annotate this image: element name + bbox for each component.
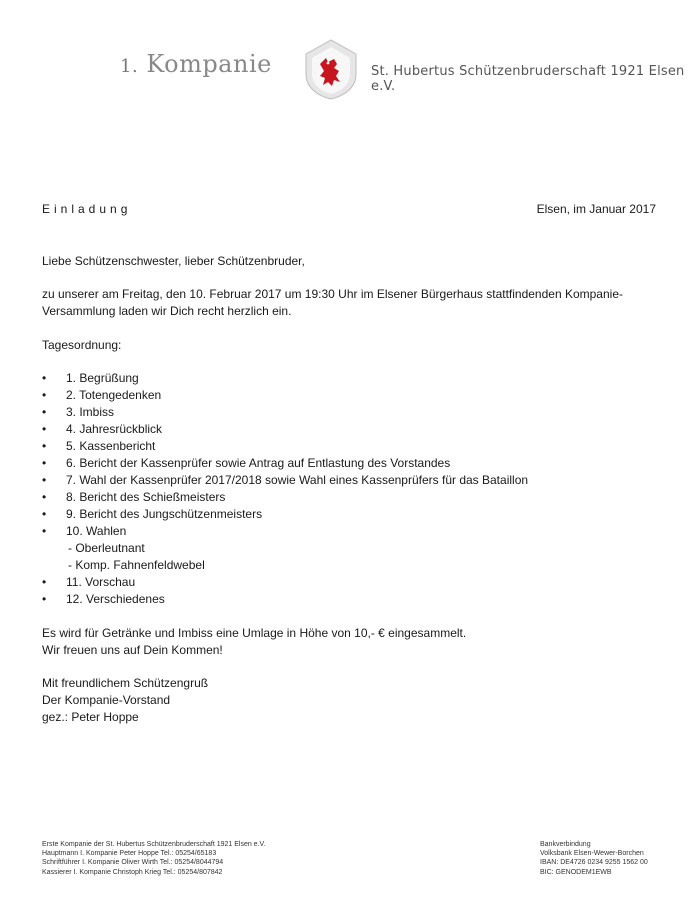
bullet-icon: • [42,439,47,453]
agenda-subitem: - Oberleutnant [68,541,145,555]
organization-name: St. Hubertus Schützenbruderschaft 1921 Elsen e.V. [371,64,685,94]
footer-line: Schriftführer I. Kompanie Oliver Wirth Tel.: 05254/8044794 [42,859,224,867]
bullet-icon: • [42,405,47,419]
signature-line: gez.: Peter Hoppe [42,710,139,724]
agenda-heading: Tagesordnung: [42,338,122,352]
footer-contacts [42,840,265,877]
agenda-item: • 11. Vorschau [42,575,136,589]
agenda-item: • 1. Begrüßung [42,371,139,385]
footer-bank [540,840,648,877]
umlage-note: Es wird für Getränke und Imbiss eine Umlage in Höhe von 10,- € eingesammelt. [42,626,467,640]
bullet-icon: • [42,507,47,521]
agenda-item: • 5. Kassenbericht [42,439,156,453]
agenda-list [42,370,528,608]
footer-line: Bankverbindung [540,841,591,848]
footer-line: Erste Kompanie der St. Hubertus Schützenbruderschaft 1921 Elsen e.V. [42,841,266,848]
place-date: Elsen, im Januar 2017 [536,202,656,216]
bullet-icon: • [42,456,47,470]
agenda-item: • 8. Bericht des Schießmeisters [42,490,226,504]
bullet-icon: • [42,575,47,589]
bullet-icon: • [42,524,47,538]
bullet-icon: • [42,371,47,385]
agenda-item: • 4. Jahresrückblick [42,422,163,436]
greeting: Liebe Schützenschwester, lieber Schützenbruder, [42,254,305,268]
kompanie-word: Kompanie [146,50,272,78]
intro-paragraph [42,286,662,320]
footer-line: Hauptmann I. Kompanie Peter Hoppe Tel.: 05254/65183 [42,850,217,858]
footer-line: BIC: GENODEM1EWB [540,868,612,876]
crest-icon [304,38,358,100]
bullet-icon: • [42,388,47,402]
bullet-icon: • [42,422,47,436]
footer-line: Volksbank Elsen-Wewer-Borchen [540,850,644,858]
agenda-item: • 3. Imbiss [42,405,115,419]
footer-line: Kassierer I. Kompanie Christoph Krieg Tel.: 05254/807842 [42,868,223,876]
bullet-icon: • [42,592,47,606]
bullet-icon: • [42,490,47,504]
agenda-item: • 7. Wahl der Kassenprüfer 2017/2018 sowie Wahl eines Kassenprüfers für das Bataillon [42,473,529,487]
agenda-item: • 2. Totengedenken [42,388,162,402]
agenda-subitem: - Komp. Fahnenfeldwebel [68,558,205,572]
document-title: Einladung [42,202,132,216]
letterhead [0,38,700,102]
closing-line: Mit freundlichem Schützengruß [42,676,209,690]
agenda-item: • 12. Verschiedenes [42,592,165,606]
closing-line: Der Kompanie-Vorstand [42,693,171,707]
kompanie-logo-text [120,50,272,78]
bullet-icon: • [42,473,47,487]
freuen-note: Wir freuen uns auf Dein Kommen! [42,643,223,657]
agenda-item: • 6. Bericht der Kassenprüfer sowie Antrag auf Entlastung des Vorstandes [42,456,451,470]
footer-line: IBAN: DE4726 0234 9255 1562 00 [540,859,648,867]
intro-line-2: Versammlung laden wir Dich recht herzlich ein. [42,304,292,318]
agenda-item: • 10. Wahlen [42,524,127,538]
kompanie-number: 1. [120,56,139,77]
agenda-item: • 9. Bericht des Jungschützenmeisters [42,507,263,521]
intro-line-1: zu unserer am Freitag, den 10. Februar 2017 um 19:30 Uhr im Elsener Bürgerhaus stattfindenden Kompanie- [42,287,623,301]
